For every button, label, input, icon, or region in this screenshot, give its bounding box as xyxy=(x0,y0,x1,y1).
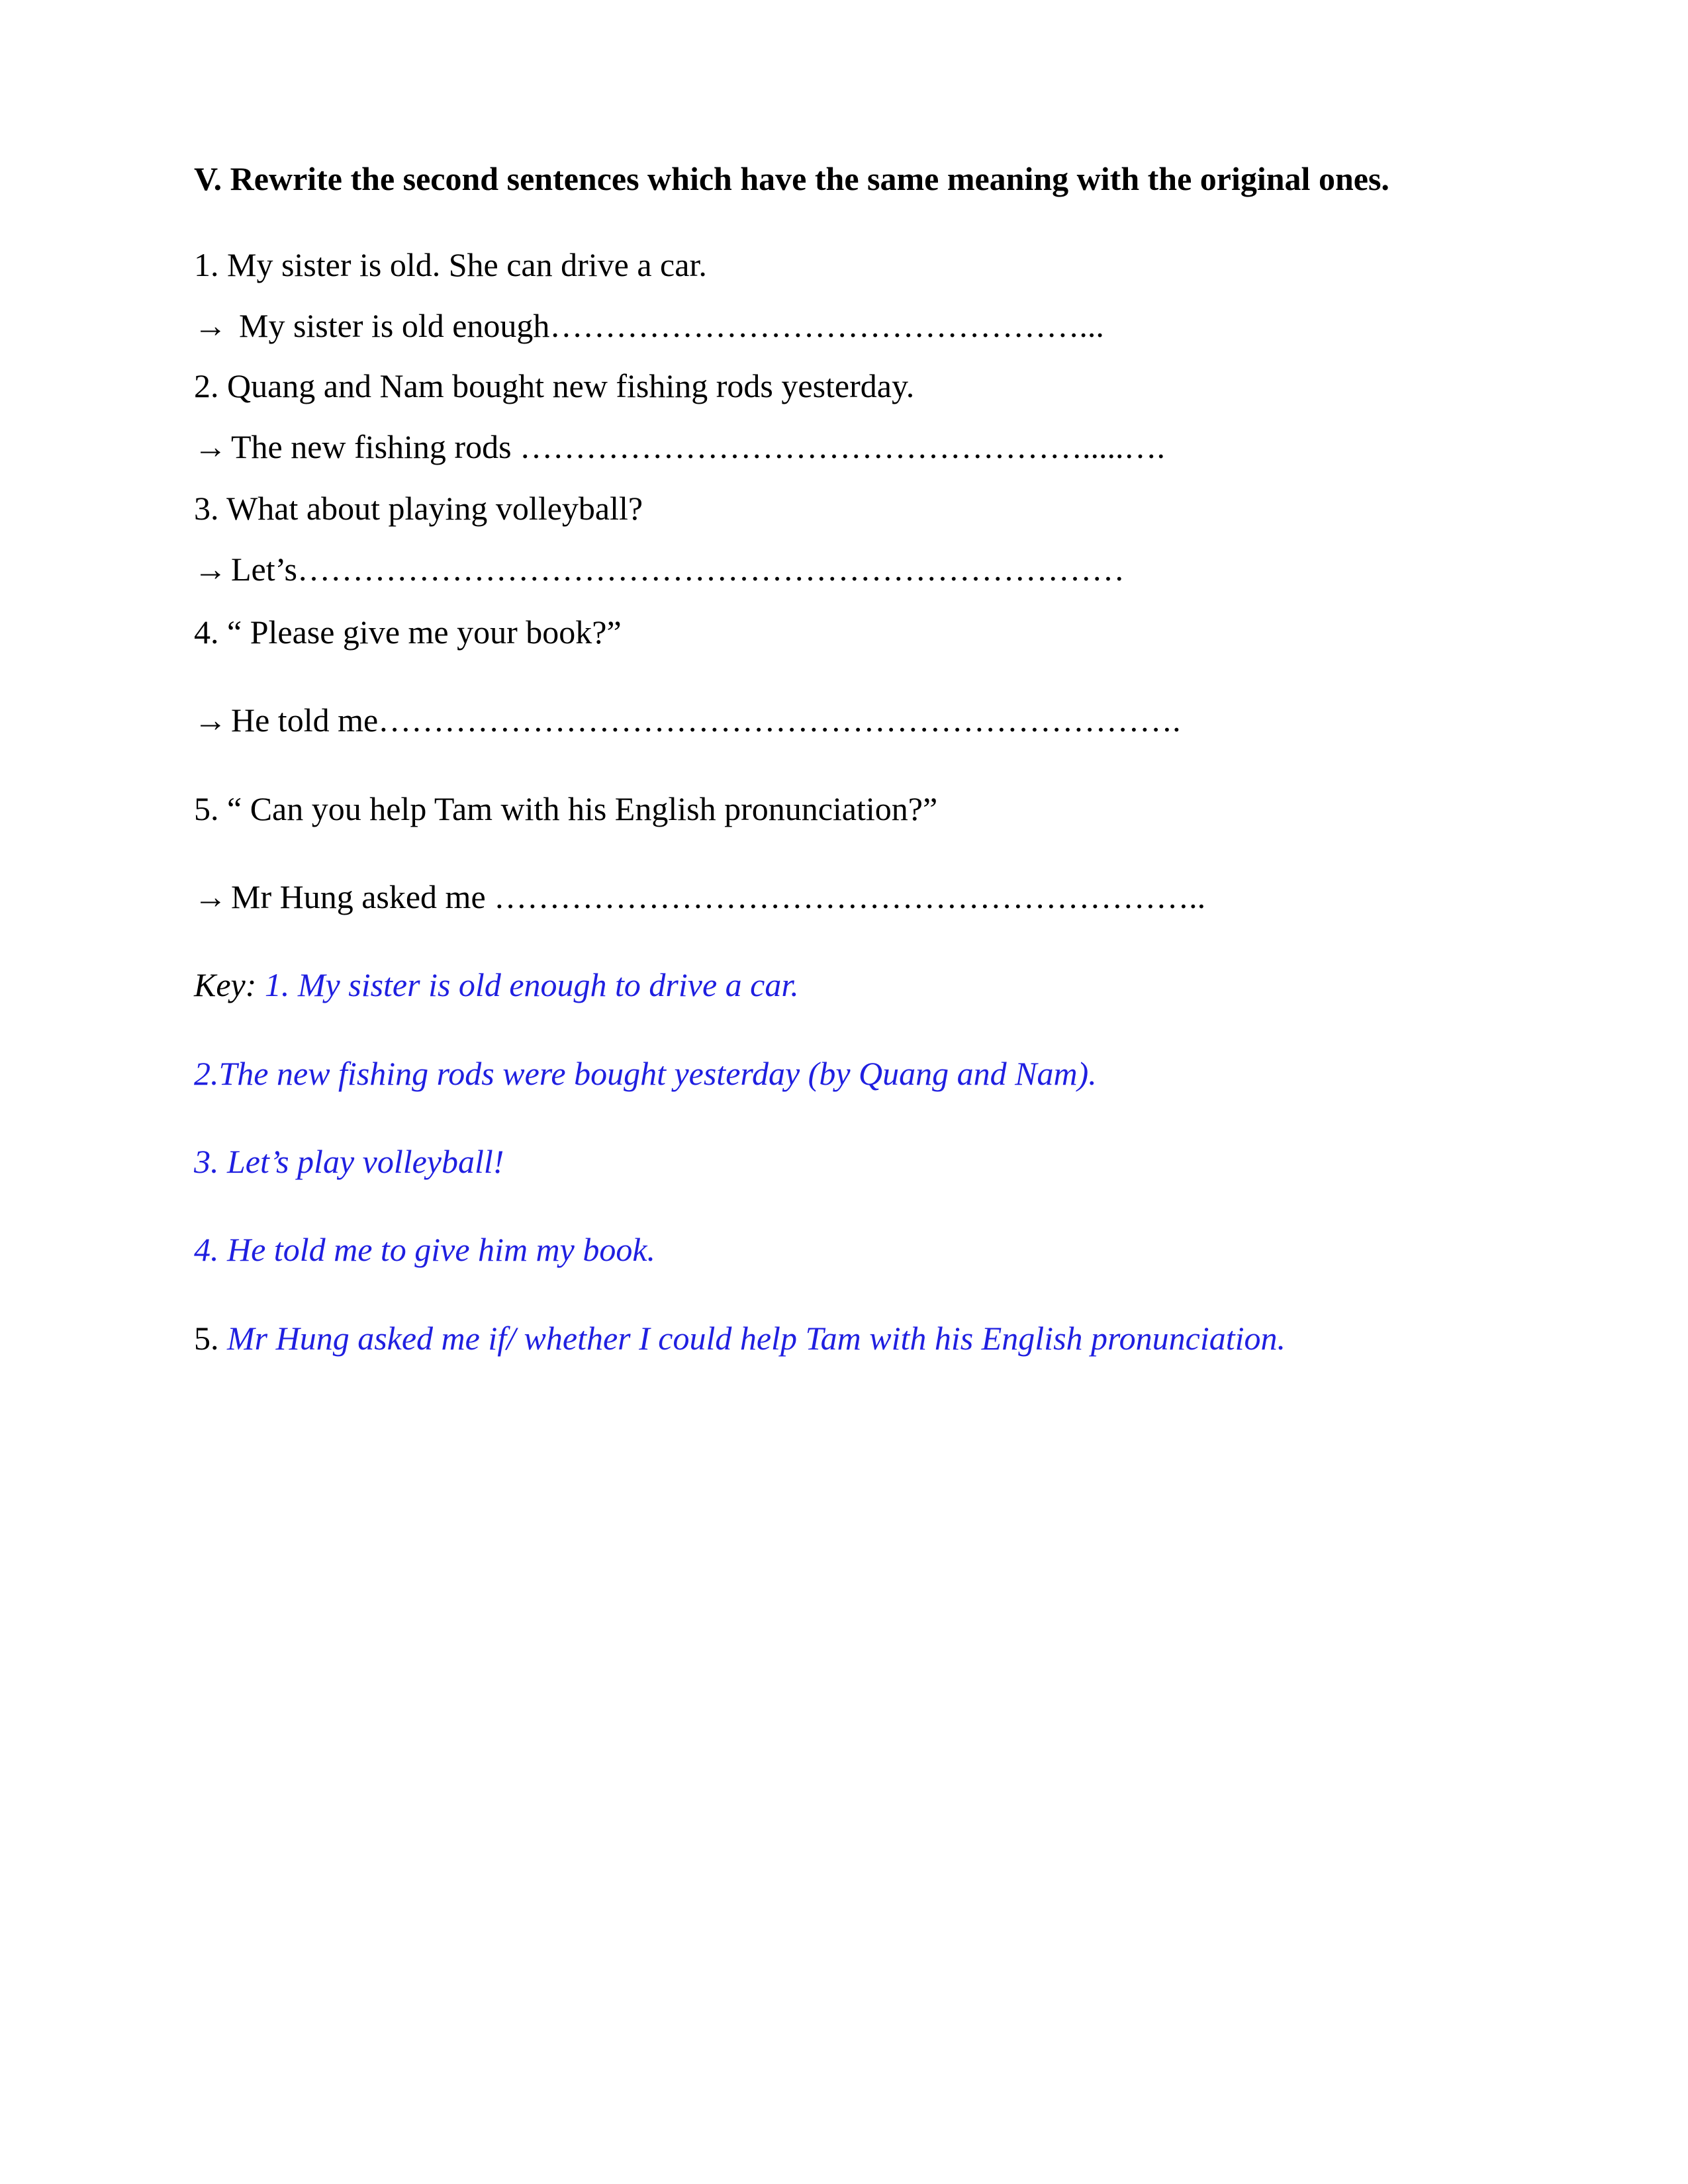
answer-1: 1. My sister is old enough to drive a car. xyxy=(264,966,799,1003)
arrow-right-icon: → xyxy=(194,307,227,344)
arrow-right-icon: → xyxy=(194,428,227,465)
answer-5: Mr Hung asked me if/ whether I could help Tam with his English pronunciation. xyxy=(227,1320,1286,1357)
key-answer-2: 2.The new fishing rods were bought yesterday (by Quang and Nam). xyxy=(194,1055,1097,1092)
item-1-rewrite-line xyxy=(194,306,1104,345)
answer-5-number: 5. xyxy=(194,1320,227,1357)
item-4-prompt: 4. “ Please give me your book?” xyxy=(194,614,622,651)
item-2-prompt: 2. Quang and Nam bought new fishing rods yesterday. xyxy=(194,367,915,404)
item-4-rewrite: He told me………………………………………………………………. xyxy=(231,702,1181,739)
item-1-rewrite: My sister is old enough…………………………………………... xyxy=(239,307,1104,344)
item-5-prompt: 5. “ Can you help Tam with his English pronunciation?” xyxy=(194,790,938,827)
key-answer-3: 3. Let’s play volleyball! xyxy=(194,1143,504,1180)
item-1-prompt: 1. My sister is old. She can drive a car. xyxy=(194,246,707,283)
item-3-rewrite-line xyxy=(194,549,1125,589)
item-2-rewrite-line xyxy=(194,427,1165,467)
item-4-rewrite-line xyxy=(194,700,1181,740)
arrow-right-icon: → xyxy=(194,878,227,915)
key-answer-1 xyxy=(194,965,799,1005)
key-answer-4: 4. He told me to give him my book. xyxy=(194,1231,656,1268)
key-label: Key: xyxy=(194,966,265,1003)
key-answer-5 xyxy=(194,1318,1286,1358)
item-5-rewrite: Mr Hung asked me ……………………………………………………….. xyxy=(231,878,1206,915)
item-3-prompt: 3. What about playing volleyball? xyxy=(194,490,643,527)
exercise-heading: V. Rewrite the second sentences which have the same meaning with the original ones. xyxy=(194,160,1389,197)
item-3-rewrite: Let’s………………………………………………………………… xyxy=(231,551,1125,588)
item-2-rewrite: The new fishing rods …………………………………………….....…. xyxy=(231,428,1166,465)
arrow-right-icon: → xyxy=(194,551,227,588)
arrow-right-icon: → xyxy=(194,702,227,739)
item-5-rewrite-line xyxy=(194,877,1205,917)
